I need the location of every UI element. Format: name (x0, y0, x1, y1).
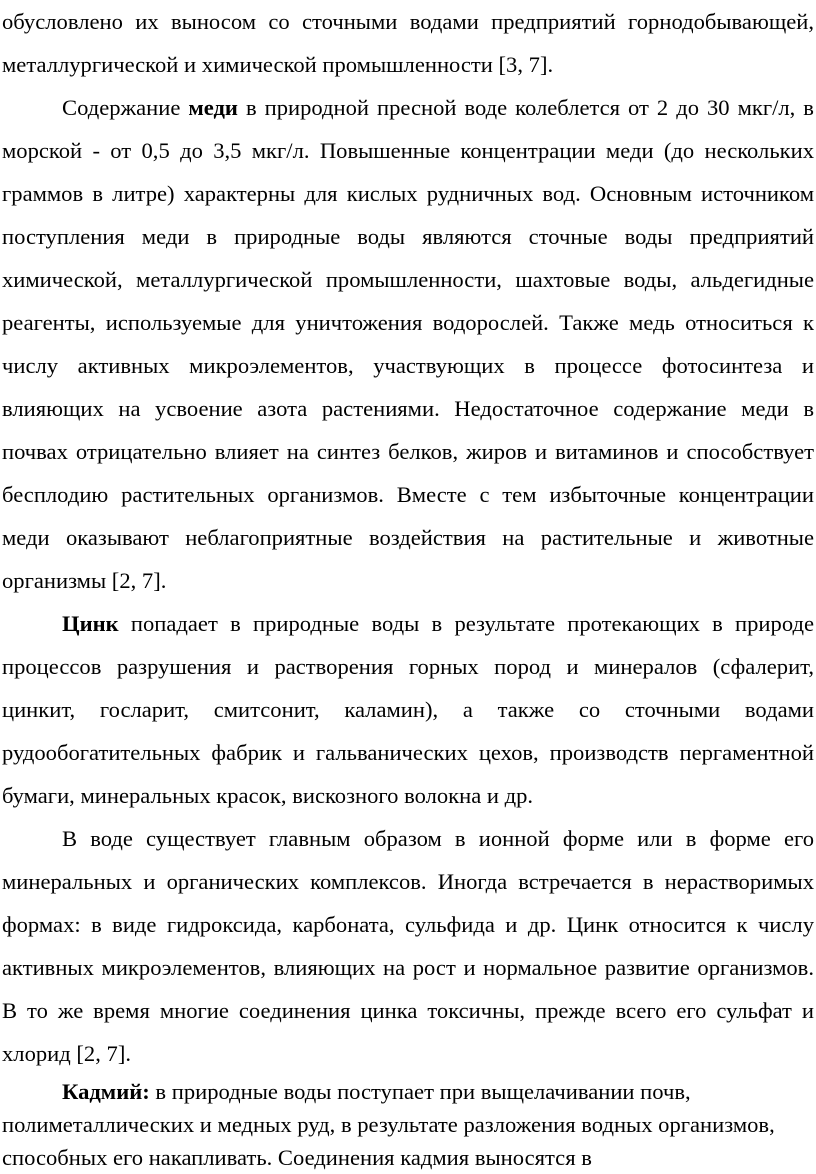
paragraph-cadmium (2, 1075, 814, 1174)
paragraph-lead: Содержание (62, 95, 189, 120)
paragraph-continuation (2, 0, 814, 86)
paragraph-text: В воде существует главным образом в ионной форме или в форме его минеральных и органических комплексов. Иногда встречается в нерастворимых формах: в виде гидроксида, карбоната, сульфида и др. Цинк относится к числу активных микроэлементов, влияющих на рост и нормальное развитие организмов. В то же время многие соединения цинка токсичны, прежде всего его сульфат и хлорид [2, 7]. (2, 826, 814, 1066)
paragraph-zinc (2, 602, 814, 817)
paragraph-copper (2, 86, 814, 602)
paragraph-text: в природной пресной воде колеблется от 2 до 30 мкг/л, в морской - от 0,5 до 3,5 мкг/л. Повышенные концентрации меди (до нескольких граммов в литре) характерны для кислых рудничных вод. Основным источником поступления меди в природные воды являются сточные воды предприятий химической, металлургической промышленности, шахтовые воды, альдегидные реагенты, используемые для уничтожения водорослей. Также медь относиться к числу активных микроэлементов, участвующих в процессе фотосинтеза и влияющих на усвоение азота растениями. Недостаточное содержание меди в почвах отрицательно влияет на синтез белков, жиров и витаминов и способствует бесплодию растительных организмов. Вместе с тем избыточные концентрации меди оказывают неблагоприятные воздействия на растительные и животные организмы [2, 7]. (2, 95, 814, 593)
term-cadmium: Кадмий: (62, 1079, 150, 1104)
document-page (2, 0, 814, 1174)
paragraph-zinc-forms (2, 817, 814, 1075)
paragraph-text: в природные воды поступает при выщелачивании почв, полиметаллических и медных руд, в результате разложения водных организмов, способных его накапливать. Соединения кадмия выносятся в (2, 1079, 775, 1170)
paragraph-text: попадает в природные воды в результате протекающих в природе процессов разрушения и растворения горных пород и минералов (сфалерит, цинкит, госларит, смитсонит, каламин), а также со сточными водами рудообогатительных фабрик и гальванических цехов, производств пергаментной бумаги, минеральных красок, вискозного волокна и др. (2, 611, 814, 808)
paragraph-text: обусловлено их выносом со сточными водами предприятий горнодобывающей, металлургической и химической промышленности [3, 7]. (2, 9, 814, 77)
term-copper: меди (188, 95, 238, 120)
term-zinc: Цинк (62, 611, 119, 636)
